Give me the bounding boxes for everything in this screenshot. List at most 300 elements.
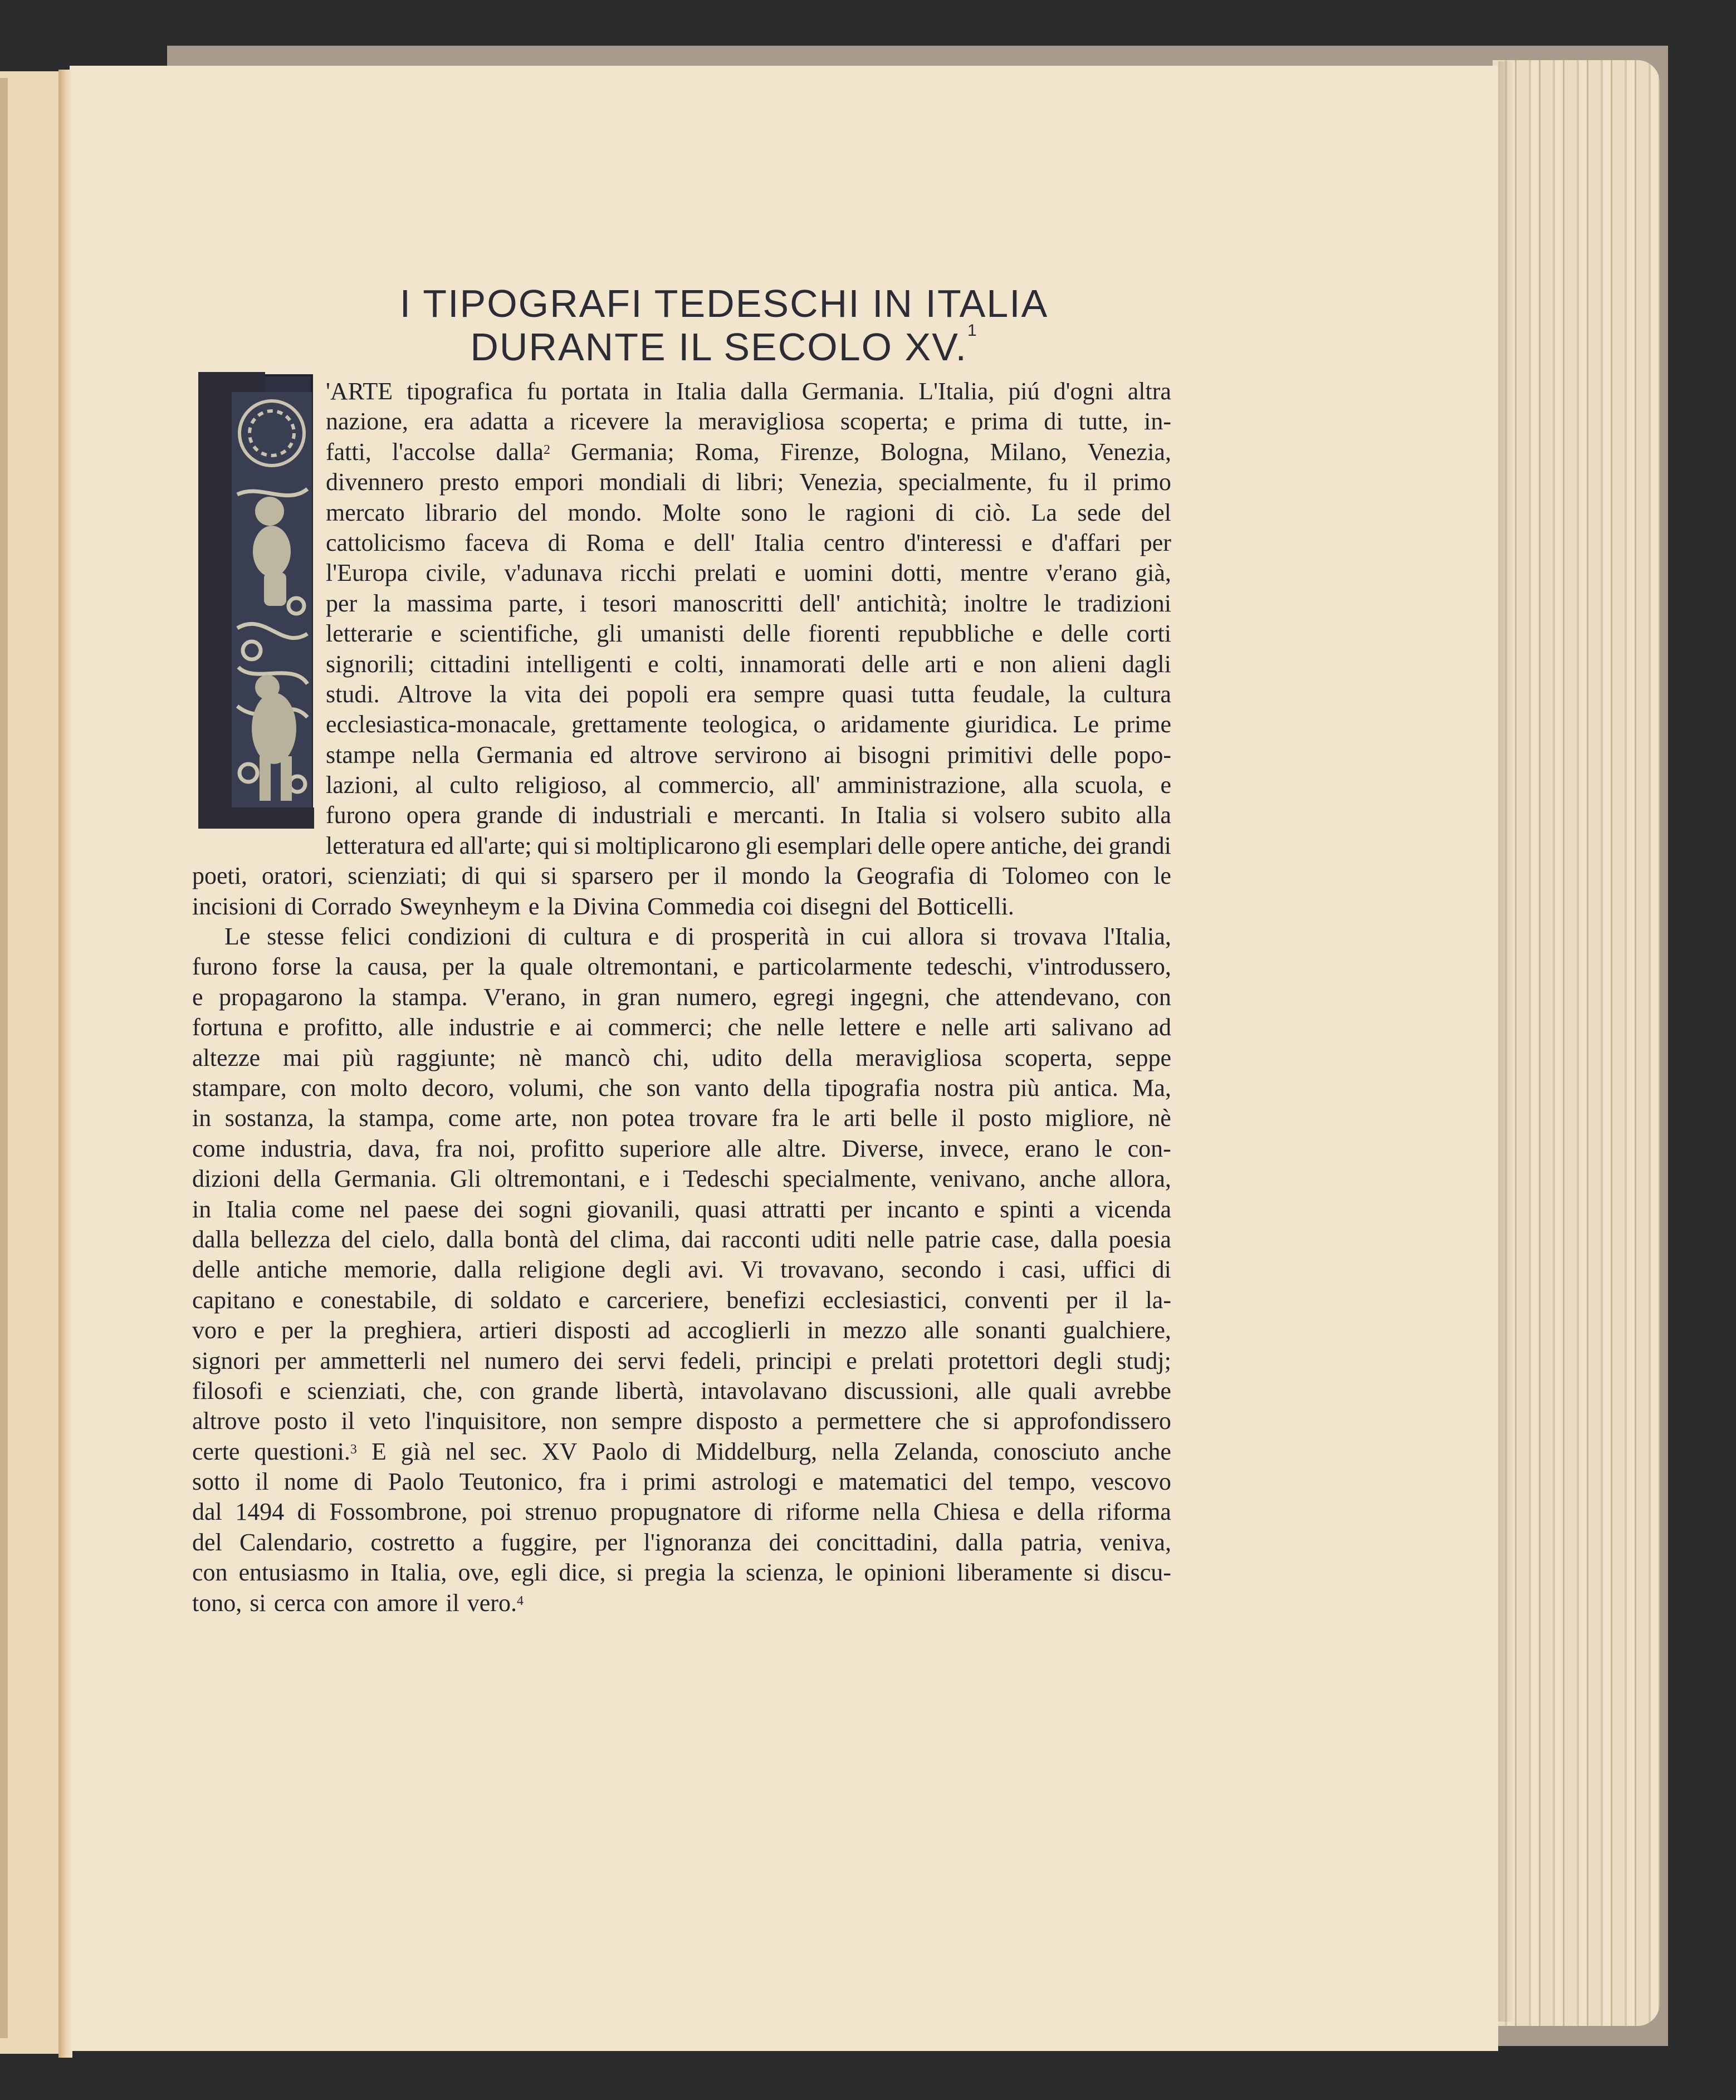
word: di: [662, 1437, 682, 1465]
left-page-edge: [0, 78, 8, 2038]
word: era: [423, 408, 454, 435]
text-line: [192, 1558, 1171, 1588]
word: vanto: [695, 1074, 749, 1102]
word: popoli: [626, 680, 689, 708]
word: mezzo: [843, 1316, 907, 1344]
word: allora: [908, 923, 964, 951]
word: dalla: [192, 1225, 240, 1253]
word: astrologi: [711, 1468, 798, 1496]
text-line: [192, 1073, 1171, 1103]
word: il: [341, 1407, 355, 1435]
word: trovare: [688, 1104, 758, 1132]
text-line: [192, 498, 1171, 528]
word: primi: [643, 1468, 696, 1496]
word: Commedia: [647, 892, 755, 920]
word: con: [333, 1589, 369, 1617]
word: ed: [589, 741, 613, 768]
word: che: [945, 983, 980, 1011]
word: accoglierli: [687, 1316, 791, 1344]
word: di: [969, 862, 988, 890]
text-line: [192, 740, 1171, 770]
word: 'ARTE: [326, 378, 393, 405]
word: in: [192, 1104, 212, 1132]
word: di: [454, 1286, 473, 1314]
word: ecclesiastici,: [823, 1286, 947, 1314]
word: dava,: [368, 1134, 420, 1162]
word: nè: [519, 1044, 542, 1071]
word: al: [415, 771, 433, 799]
word: per: [668, 862, 700, 890]
word: opere: [931, 831, 986, 859]
word: non: [999, 650, 1036, 678]
word: del: [1141, 498, 1171, 526]
word: sempre: [611, 1407, 682, 1435]
word: Venezia,: [1087, 438, 1171, 466]
word: Italia: [876, 801, 927, 829]
word: nel: [359, 1195, 390, 1223]
word: mondiali: [599, 468, 687, 496]
word: in: [807, 1316, 827, 1344]
text-line: [192, 1528, 1171, 1558]
word: mancò: [565, 1044, 630, 1071]
word: ai: [575, 1014, 593, 1041]
word: certe: [192, 1437, 240, 1465]
word: nel: [440, 1347, 471, 1374]
word: piú: [1008, 378, 1040, 405]
word: letterarie: [326, 620, 413, 648]
word: si: [574, 831, 590, 859]
text-line: [192, 952, 1171, 982]
word: dalla: [955, 1528, 1003, 1556]
word: la-: [1145, 1286, 1171, 1314]
word: 1494: [235, 1498, 285, 1526]
word: oltremontani,: [494, 1165, 626, 1193]
word: sonanti: [975, 1316, 1047, 1344]
word: umanisti: [640, 620, 725, 648]
word: non: [560, 1407, 598, 1435]
word: inoltre: [964, 589, 1028, 617]
word: in: [643, 378, 662, 405]
word: culto: [449, 771, 499, 799]
word: centro: [823, 528, 885, 556]
text-line: [192, 1376, 1171, 1406]
word: carceriere,: [607, 1286, 710, 1314]
word: alieni: [1052, 650, 1107, 678]
word: avrebbe: [1093, 1377, 1171, 1404]
word: si: [980, 923, 997, 951]
word: all': [791, 771, 820, 799]
word: grande: [476, 801, 543, 829]
word: dell': [693, 528, 735, 556]
word: mercanti.: [733, 801, 825, 829]
word: fedeli,: [679, 1347, 742, 1374]
word: colti,: [674, 650, 724, 678]
word: avi.: [688, 1256, 724, 1284]
word: allora,: [1109, 1165, 1171, 1193]
text-line: [192, 1043, 1171, 1073]
word: altrove: [192, 1407, 261, 1435]
word: la: [489, 680, 507, 708]
fore-edge-shadow: [1498, 61, 1515, 2021]
word: parte,: [508, 589, 564, 617]
word: stampa.: [392, 983, 468, 1011]
word: di: [754, 1498, 773, 1526]
word: il: [255, 1468, 269, 1496]
word: qui: [537, 831, 569, 859]
text-line: [192, 1195, 1171, 1225]
word: di: [1152, 1256, 1171, 1284]
word: cittadini: [430, 650, 511, 678]
word: che: [598, 1074, 633, 1102]
word: industrie: [448, 1014, 535, 1041]
word: prelati: [871, 1347, 934, 1374]
text-line: [192, 1103, 1171, 1133]
word: costretto: [370, 1528, 455, 1556]
word: sec.: [490, 1437, 527, 1465]
word: L'Italia,: [918, 378, 995, 405]
word: scienziati,: [307, 1377, 406, 1404]
word: Fossombrone,: [329, 1498, 468, 1526]
word: e: [846, 1347, 857, 1374]
word: più: [343, 1044, 374, 1071]
word: manoscritti: [673, 589, 784, 617]
word: superiore: [619, 1134, 711, 1162]
word: patria,: [1020, 1528, 1083, 1556]
word: clima,: [610, 1225, 671, 1253]
word: particolarmente: [758, 953, 912, 981]
word: i: [579, 589, 587, 617]
word: seppe: [1115, 1044, 1171, 1071]
word: furono: [326, 801, 392, 829]
word: cui: [861, 923, 892, 951]
word: discussioni,: [844, 1377, 959, 1404]
word: memorie,: [344, 1256, 438, 1284]
word: come: [448, 1104, 501, 1132]
word: e: [253, 1316, 265, 1344]
text-line: [192, 1225, 1171, 1255]
word: Germania: [476, 741, 573, 768]
text-line: [192, 407, 1171, 437]
word: Bologna,: [880, 438, 970, 466]
word: attratti: [761, 1195, 826, 1223]
word: cielo,: [382, 1225, 436, 1253]
word: libri;: [736, 468, 784, 496]
word: Italia,: [390, 1559, 447, 1587]
word: Firenze,: [780, 438, 860, 466]
word: le: [812, 1104, 830, 1132]
word: mentre: [960, 559, 1028, 587]
word: v'erano: [1046, 559, 1117, 587]
word: Venezia,: [799, 468, 883, 496]
word: bellezza: [250, 1225, 331, 1253]
word: a: [544, 408, 555, 435]
word: dalla: [454, 1256, 502, 1284]
word: teologica,: [702, 711, 799, 738]
word: profitto,: [304, 1014, 384, 1041]
text-line: [192, 1315, 1171, 1345]
word: poeti,: [192, 862, 247, 890]
word: della: [785, 1044, 833, 1071]
word: Zelanda,: [893, 1437, 979, 1465]
word: scienza,: [745, 1559, 824, 1587]
word: egregi: [773, 983, 834, 1011]
word: signorili;: [326, 650, 414, 678]
word: sempre: [754, 680, 825, 708]
word: subito: [1060, 801, 1121, 829]
word: per: [1140, 528, 1171, 556]
word: di: [1044, 408, 1063, 435]
text-line: [192, 892, 1171, 922]
word: per: [274, 1347, 306, 1374]
word: di: [675, 923, 695, 951]
word: feudale,: [972, 680, 1051, 708]
word: in: [192, 1195, 212, 1223]
word: dal: [192, 1498, 222, 1526]
text-line: [192, 679, 1171, 709]
word: dalla: [1050, 1225, 1098, 1253]
word: antiche: [256, 1256, 327, 1284]
word: dalla: [446, 1225, 494, 1253]
word: concittadini,: [816, 1528, 938, 1556]
word: capitano: [192, 1286, 276, 1314]
word: Gli: [449, 1165, 482, 1193]
word: l'Europa: [326, 559, 408, 587]
word: causa,: [367, 953, 428, 981]
word: moltiplicarono: [595, 831, 740, 859]
text-line: [192, 1285, 1171, 1315]
word: dei: [473, 1195, 504, 1223]
word: disposto: [696, 1407, 778, 1435]
word: scoperta;: [840, 408, 929, 435]
word: tempo,: [1008, 1468, 1076, 1496]
word: d'interessi: [904, 528, 1003, 556]
text-line: [192, 528, 1171, 558]
word: incisioni: [192, 892, 277, 920]
word: scuola,: [1075, 771, 1144, 799]
word: che: [935, 1407, 970, 1435]
word: con: [192, 1559, 228, 1587]
word: nel: [445, 1437, 476, 1465]
word: si: [983, 1407, 1000, 1435]
word: posto: [978, 1104, 1032, 1132]
word: giovanili,: [586, 1195, 680, 1223]
word: scienziati;: [348, 862, 447, 890]
word: religione: [518, 1256, 605, 1284]
word: mondo: [741, 862, 810, 890]
word: nazione,: [326, 408, 408, 435]
word: il: [951, 1104, 965, 1132]
word: della: [763, 1074, 811, 1102]
word: dei: [579, 680, 609, 708]
word: empori: [514, 468, 584, 496]
word: uditi: [811, 1225, 857, 1253]
word: l'accolse: [392, 438, 476, 466]
word: secondo: [901, 1256, 982, 1284]
word: e: [192, 983, 203, 1011]
word: oltremontani,: [587, 953, 719, 981]
text-line: [192, 1012, 1171, 1042]
word: ingegni,: [850, 983, 930, 1011]
word: dalla: [740, 378, 788, 405]
word: di: [547, 528, 567, 556]
word: l'inquisitore,: [424, 1407, 547, 1435]
word: migliore,: [1045, 1104, 1134, 1132]
word: delle: [877, 831, 926, 859]
text-line: [192, 1437, 1171, 1467]
word: la: [547, 892, 565, 920]
word: erano: [1025, 1134, 1079, 1162]
word: tesori: [602, 589, 657, 617]
word: vescovo: [1090, 1468, 1171, 1496]
word: a: [1069, 1195, 1080, 1223]
word: scientifiche,: [459, 620, 579, 648]
word: mondo.: [568, 498, 642, 526]
word: antiche,: [990, 831, 1068, 859]
word: e: [1160, 771, 1171, 799]
word: Chiesa: [933, 1498, 1000, 1526]
word: sono: [741, 498, 788, 526]
word: il: [1114, 1286, 1128, 1314]
word: artieri: [479, 1316, 538, 1344]
word: altrove: [629, 741, 698, 768]
word: Diverse,: [842, 1134, 925, 1162]
word: Tolomeo: [1002, 862, 1089, 890]
word: trovavano,: [780, 1256, 885, 1284]
word: ammetterli: [320, 1347, 427, 1374]
word: prima: [971, 408, 1029, 435]
word: nella: [832, 1437, 879, 1465]
word: stampare,: [192, 1074, 287, 1102]
word: propagarono: [218, 983, 343, 1011]
word: arti: [843, 1104, 877, 1132]
word: le: [1153, 862, 1171, 890]
text-line: [192, 1164, 1171, 1194]
word: ai: [824, 741, 842, 768]
word: ove,: [458, 1559, 500, 1587]
word: profitto: [531, 1134, 604, 1162]
word: nè: [1148, 1104, 1171, 1132]
word: volumi,: [508, 1074, 584, 1102]
word: incanto: [887, 1195, 959, 1223]
word: la: [373, 589, 391, 617]
word: della: [1036, 1498, 1085, 1526]
word: opera: [406, 801, 461, 829]
word: e: [648, 650, 659, 678]
word: e: [292, 1286, 304, 1314]
word: delle: [192, 1256, 240, 1284]
word: poi: [480, 1498, 512, 1526]
word: la: [664, 408, 683, 435]
word: d'ogni: [1053, 378, 1114, 405]
text-line: [192, 649, 1171, 679]
word: protettori: [948, 1347, 1040, 1374]
word: e: [812, 1468, 824, 1496]
word: In: [840, 801, 861, 829]
word: e: [974, 1195, 985, 1223]
word: soldato: [490, 1286, 561, 1314]
word: pregia: [644, 1559, 706, 1587]
word: sogni: [519, 1195, 572, 1223]
word: delle: [742, 620, 791, 648]
word: fra: [578, 1468, 606, 1496]
word: dei: [769, 1528, 799, 1556]
word: cultura: [1103, 680, 1171, 708]
word: ecclesiastica-monacale,: [326, 711, 557, 738]
text-line: [192, 1588, 1171, 1618]
word: poesia: [1108, 1225, 1171, 1253]
word: e: [1013, 1498, 1024, 1526]
word: Roma,: [695, 438, 760, 466]
word: propugnatore: [610, 1498, 741, 1526]
word: gualchiere,: [1063, 1316, 1171, 1344]
word: fiorenti: [808, 620, 881, 648]
word: la: [329, 1316, 348, 1344]
word: coi: [762, 892, 793, 920]
word: il: [713, 862, 727, 890]
word: veniva,: [1099, 1528, 1171, 1556]
word: disegni: [800, 892, 872, 920]
word: riforma: [1097, 1498, 1171, 1526]
word: discu-: [1111, 1559, 1171, 1587]
word: la: [824, 862, 842, 890]
word: qui: [495, 862, 527, 890]
word: forse: [272, 953, 321, 981]
word: entusiasmo: [238, 1559, 349, 1587]
word: faceva: [464, 528, 529, 556]
word: del: [192, 1528, 222, 1556]
word: sostanza,: [224, 1104, 314, 1132]
word: XV: [541, 1437, 578, 1465]
word: Tedeschi: [683, 1165, 770, 1193]
word: potea: [622, 1104, 675, 1132]
word: servi: [618, 1347, 666, 1374]
word: d'affari: [1051, 528, 1121, 556]
word: arti: [925, 650, 958, 678]
title-line-1-text: I TIPOGRAFI TEDESCHI IN ITALIA: [399, 282, 1049, 325]
word: alle: [726, 1134, 762, 1162]
word: permettere: [816, 1407, 922, 1435]
word: industria,: [260, 1134, 353, 1162]
word: antichità;: [856, 589, 948, 617]
word: Molte: [662, 498, 721, 526]
word: arte,: [515, 1104, 558, 1132]
word: numero: [484, 1347, 560, 1374]
word: egli: [511, 1559, 548, 1587]
word: voro: [192, 1316, 237, 1344]
word: ricchi: [620, 559, 677, 587]
word: quale: [520, 953, 573, 981]
word: mercato: [326, 498, 405, 526]
word: di: [354, 1468, 373, 1496]
word: nella: [872, 1498, 921, 1526]
word: filosofi: [192, 1377, 263, 1404]
text-line: [192, 709, 1171, 740]
body-text: [192, 376, 1171, 1618]
chapter-title-line-1: [189, 281, 1259, 326]
word: e: [578, 1286, 590, 1314]
word: volsero: [973, 801, 1046, 829]
word: le: [1094, 1134, 1113, 1162]
word: Divina: [573, 892, 640, 920]
text-line: [192, 1467, 1171, 1497]
word: matematici: [839, 1468, 948, 1496]
word: al: [624, 771, 642, 799]
text-line: [192, 1497, 1171, 1527]
word: benefizi: [726, 1286, 806, 1314]
word: la: [717, 1559, 735, 1587]
word: Italia: [676, 378, 727, 405]
word: di: [558, 801, 578, 829]
